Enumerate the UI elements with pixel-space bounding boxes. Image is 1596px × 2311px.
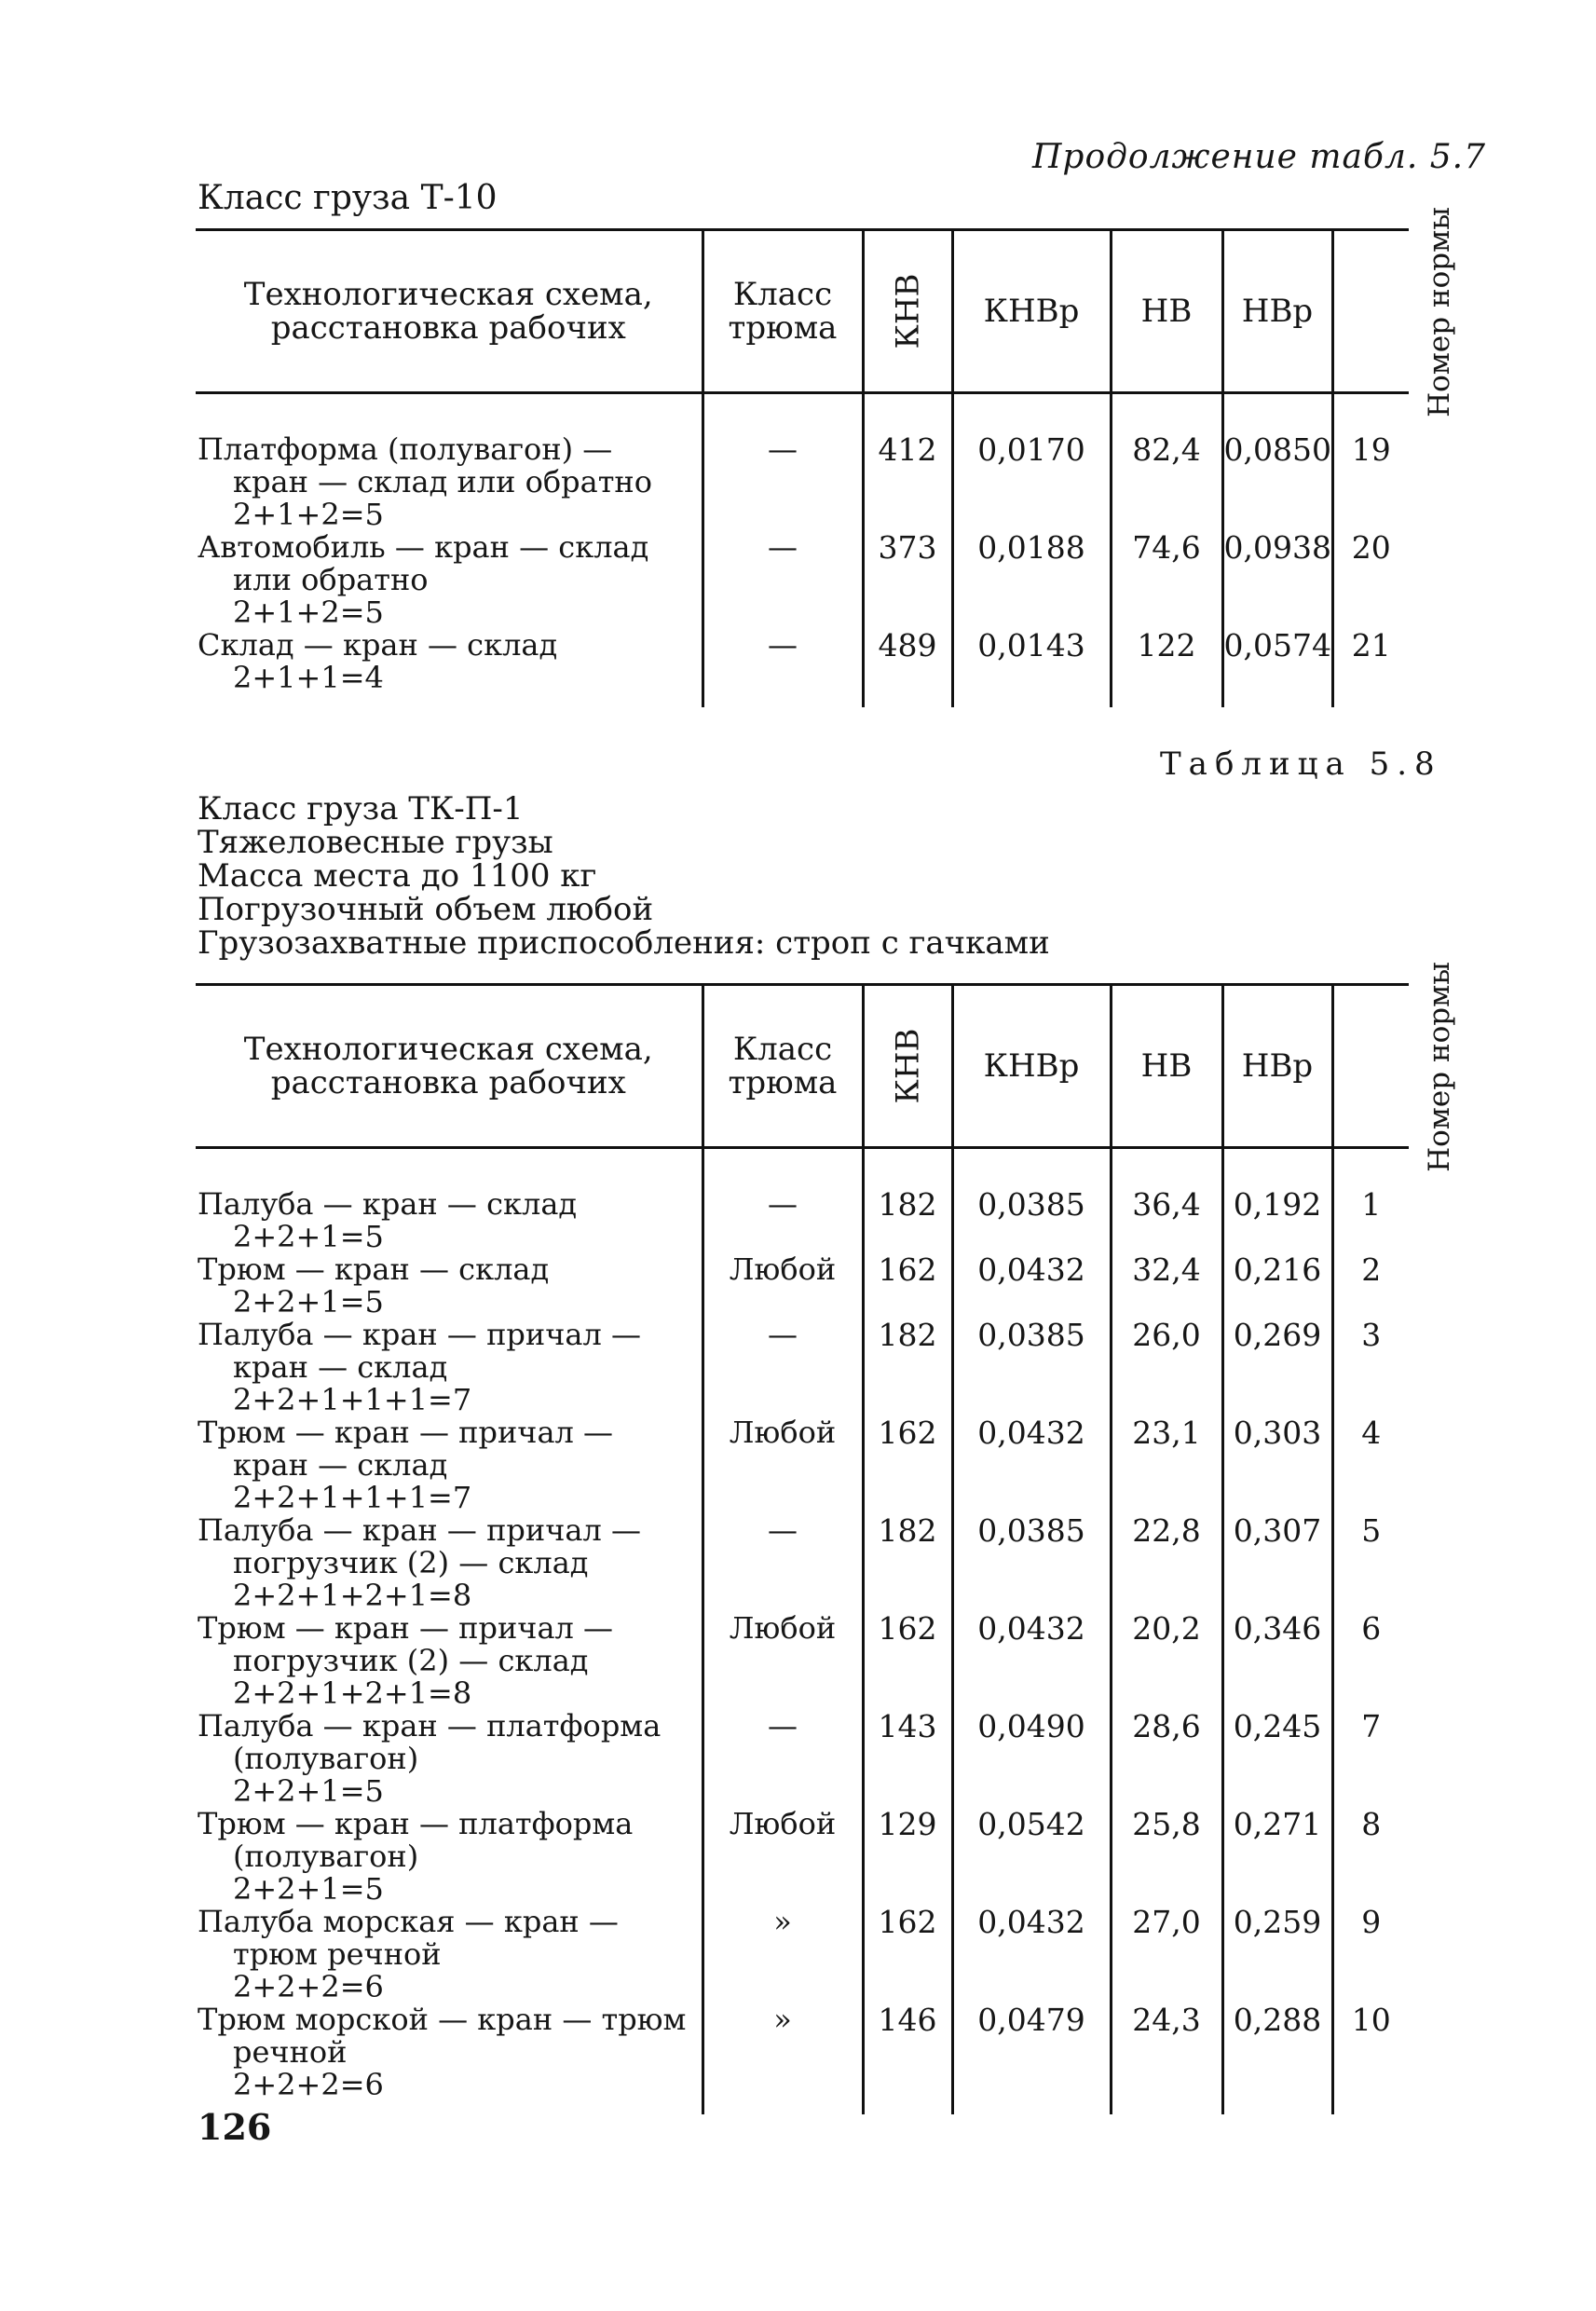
header-knv: КНВ — [863, 985, 952, 1148]
cell-norm: 9 — [1332, 1906, 1409, 2003]
cell-knv: 162 — [863, 1253, 952, 1319]
cell-scheme — [196, 1514, 703, 1612]
scheme-line: 2+2+1+1+1=7 — [233, 1382, 472, 1417]
cell-norm: 1 — [1332, 1148, 1409, 1254]
cell-knvr: 0,0432 — [952, 1416, 1111, 1514]
cell-scheme — [196, 1612, 703, 1710]
scheme-line: Палуба — кран — платформа — [198, 1708, 662, 1744]
scheme-line: Палуба морская — кран — — [198, 1904, 619, 1939]
cell-nvr: 0,192 — [1222, 1148, 1332, 1254]
scheme-line: Палуба — кран — причал — — [198, 1317, 641, 1352]
cell-scheme — [196, 629, 703, 707]
cell-knv: 489 — [863, 629, 952, 707]
cell-hold: — — [703, 393, 863, 532]
cell-knvr: 0,0432 — [952, 1906, 1111, 2003]
scheme-line: погрузчик (2) — склад — [233, 1545, 589, 1580]
cell-nv: 122 — [1111, 629, 1222, 707]
cell-hold: — — [703, 1319, 863, 1416]
table-row — [196, 1319, 1409, 1416]
cell-scheme — [196, 1148, 703, 1254]
scheme-line: 2+1+1=4 — [233, 660, 384, 695]
scheme-line: 2+2+1=5 — [233, 1871, 384, 1907]
page-number: 126 — [198, 2106, 272, 2148]
scheme-line: 2+2+2=6 — [233, 2067, 384, 2102]
cell-norm: 8 — [1332, 1808, 1409, 1906]
cell-scheme — [196, 393, 703, 532]
scheme-line: Палуба — кран — склад — [198, 1186, 578, 1222]
header-knvr: КНВр — [952, 985, 1111, 1148]
cell-nv: 26,0 — [1111, 1319, 1222, 1416]
header-knv: КНВ — [863, 230, 952, 393]
table-5-7-continuation — [196, 206, 1456, 707]
cell-scheme — [196, 1906, 703, 2003]
cell-scheme — [196, 2003, 703, 2114]
scheme-line: кран — склад или обратно — [233, 464, 652, 499]
scheme-line: Трюм — кран — платформа — [198, 1806, 634, 1841]
cell-nv: 20,2 — [1111, 1612, 1222, 1710]
cell-nv: 74,6 — [1111, 531, 1222, 629]
cell-hold: Любой — [703, 1808, 863, 1906]
cell-knvr: 0,0170 — [952, 393, 1111, 532]
cell-nvr: 0,245 — [1222, 1710, 1332, 1808]
cell-norm: 6 — [1332, 1612, 1409, 1710]
cell-nvr: 0,269 — [1222, 1319, 1332, 1416]
cell-knvr: 0,0432 — [952, 1612, 1111, 1710]
cell-knv: 129 — [863, 1808, 952, 1906]
scheme-line: 2+2+1+2+1=8 — [233, 1578, 472, 1613]
cell-nv: 25,8 — [1111, 1808, 1222, 1906]
header-row — [196, 230, 1409, 393]
cell-nv: 36,4 — [1111, 1148, 1222, 1254]
table-row — [196, 1416, 1409, 1514]
header-nvr: НВр — [1222, 230, 1332, 393]
header-knvr: КНВр — [952, 230, 1111, 393]
cell-norm: 2 — [1332, 1253, 1409, 1319]
scheme-line: (полувагон) — [233, 1741, 419, 1776]
scheme-line: 2+1+2=5 — [233, 497, 384, 532]
scheme-line: 2+2+1+2+1=8 — [233, 1675, 472, 1711]
cell-nvr: 0,303 — [1222, 1416, 1332, 1514]
meta-line: Тяжеловесные грузы — [198, 824, 553, 861]
cell-nv: 32,4 — [1111, 1253, 1222, 1319]
table-body — [196, 393, 1409, 708]
cell-scheme — [196, 1808, 703, 1906]
cell-knv: 146 — [863, 2003, 952, 2114]
cell-knvr: 0,0490 — [952, 1710, 1111, 1808]
header-scheme: Технологическая схема, расстановка рабочих — [196, 985, 703, 1148]
cell-nv: 24,3 — [1111, 2003, 1222, 2114]
cell-hold: — — [703, 1710, 863, 1808]
cell-norm: 21 — [1332, 629, 1409, 707]
scheme-line: 2+2+1=5 — [233, 1219, 384, 1254]
header-hold-class: Класс трюма — [703, 230, 863, 393]
table-5-8 — [196, 961, 1456, 2114]
scheme-line: (полувагон) — [233, 1839, 419, 1874]
cell-scheme — [196, 531, 703, 629]
scheme-line: 2+2+1=5 — [233, 1773, 384, 1809]
scheme-line: 2+2+2=6 — [233, 1969, 384, 2004]
cell-nvr: 0,271 — [1222, 1808, 1332, 1906]
table-row — [196, 1148, 1409, 1254]
table-row — [196, 1906, 1409, 2003]
cell-hold: » — [703, 2003, 863, 2114]
cell-norm: 3 — [1332, 1319, 1409, 1416]
scheme-line: 2+2+1=5 — [233, 1284, 384, 1320]
cell-knvr: 0,0385 — [952, 1319, 1111, 1416]
scheme-line: 2+2+1+1+1=7 — [233, 1480, 472, 1515]
cell-knvr: 0,0479 — [952, 2003, 1111, 2114]
cell-scheme — [196, 1416, 703, 1514]
cell-scheme — [196, 1253, 703, 1319]
scheme-line: Трюм — кран — причал — — [198, 1610, 614, 1646]
cell-knv: 182 — [863, 1148, 952, 1254]
cell-nvr: 0,288 — [1222, 2003, 1332, 2114]
header-row — [196, 985, 1409, 1148]
cell-knvr: 0,0143 — [952, 629, 1111, 707]
header-nv: НВ — [1111, 985, 1222, 1148]
table-body — [196, 1148, 1409, 2115]
cell-nvr: 0,0574 — [1222, 629, 1332, 707]
table-row — [196, 393, 1409, 532]
cell-knvr: 0,0188 — [952, 531, 1111, 629]
header-scheme: Технологическая схема, расстановка рабочих — [196, 230, 703, 393]
scheme-line: 2+1+2=5 — [233, 595, 384, 630]
cell-hold: Любой — [703, 1416, 863, 1514]
cell-scheme — [196, 1319, 703, 1416]
cell-nv: 28,6 — [1111, 1710, 1222, 1808]
scheme-line: кран — склад — [233, 1349, 448, 1385]
cell-knvr: 0,0542 — [952, 1808, 1111, 1906]
cell-knv: 182 — [863, 1514, 952, 1612]
scheme-line: кран — склад — [233, 1447, 448, 1483]
meta-line: Погрузочный объем любой — [198, 891, 654, 928]
table-row — [196, 629, 1409, 707]
cell-nvr: 0,0938 — [1222, 531, 1332, 629]
cell-hold: Любой — [703, 1253, 863, 1319]
scheme-line: Трюм — кран — причал — — [198, 1415, 614, 1450]
cell-knv: 182 — [863, 1319, 952, 1416]
cell-knv: 162 — [863, 1906, 952, 2003]
meta-line: Грузозахватные приспособления: строп с гачками — [198, 924, 1050, 962]
cell-scheme — [196, 1710, 703, 1808]
scheme-line: Автомобиль — кран — склад — [198, 529, 649, 565]
cargo-meta — [198, 792, 1050, 960]
cell-hold: Любой — [703, 1612, 863, 1710]
table-5-8-title: Таблица 5.8 — [1160, 745, 1442, 783]
cell-nv: 27,0 — [1111, 1906, 1222, 2003]
cell-nvr: 0,259 — [1222, 1906, 1332, 2003]
header-hold-class: Класс трюма — [703, 985, 863, 1148]
cell-knv: 143 — [863, 1710, 952, 1808]
cell-hold: » — [703, 1906, 863, 2003]
cell-nvr: 0,216 — [1222, 1253, 1332, 1319]
scheme-line: речной — [233, 2034, 348, 2070]
cell-nvr: 0,307 — [1222, 1514, 1332, 1612]
scheme-line: Трюм — кран — склад — [198, 1251, 550, 1287]
table-row — [196, 1514, 1409, 1612]
cell-nv: 82,4 — [1111, 393, 1222, 532]
cell-nvr: 0,346 — [1222, 1612, 1332, 1710]
scheme-line: погрузчик (2) — склад — [233, 1643, 589, 1678]
cell-norm: 5 — [1332, 1514, 1409, 1612]
cell-knvr: 0,0432 — [952, 1253, 1111, 1319]
header-norm-number: Номер нормы — [1332, 985, 1409, 1148]
cell-knv: 412 — [863, 393, 952, 532]
continuation-caption: Продолжение табл. 5.7 — [1032, 138, 1487, 176]
header-nv: НВ — [1111, 230, 1222, 393]
cell-nv: 23,1 — [1111, 1416, 1222, 1514]
meta-line: Класс груза ТК-П-1 — [198, 790, 524, 827]
scheme-line: Палуба — кран — причал — — [198, 1512, 641, 1548]
cell-norm: 20 — [1332, 531, 1409, 629]
table-row — [196, 2003, 1409, 2114]
scheme-line: или обратно — [233, 562, 429, 597]
meta-line: Масса места до 1100 кг — [198, 857, 597, 895]
scheme-line: Платформа (полувагон) — — [198, 431, 613, 467]
header-norm-number: Номер нормы — [1332, 230, 1409, 393]
table-row — [196, 1808, 1409, 1906]
scheme-line: Склад — кран — склад — [198, 627, 558, 663]
cell-norm: 7 — [1332, 1710, 1409, 1808]
cell-knvr: 0,0385 — [952, 1514, 1111, 1612]
cell-nvr: 0,0850 — [1222, 393, 1332, 532]
cell-norm: 4 — [1332, 1416, 1409, 1514]
cell-hold: — — [703, 531, 863, 629]
cell-hold: — — [703, 1148, 863, 1254]
cell-knvr: 0,0385 — [952, 1148, 1111, 1254]
table-row — [196, 1612, 1409, 1710]
cell-knv: 162 — [863, 1612, 952, 1710]
cell-knv: 162 — [863, 1416, 952, 1514]
cargo-class-t10: Класс груза Т-10 — [198, 179, 498, 217]
cell-hold: — — [703, 629, 863, 707]
header-nvr: НВр — [1222, 985, 1332, 1148]
cell-knv: 373 — [863, 531, 952, 629]
table-row — [196, 1253, 1409, 1319]
cell-norm: 10 — [1332, 2003, 1409, 2114]
cell-norm: 19 — [1332, 393, 1409, 532]
table-row — [196, 1710, 1409, 1808]
table-row — [196, 531, 1409, 629]
cell-hold: — — [703, 1514, 863, 1612]
scheme-line: Трюм морской — кран — трюм — [198, 2002, 687, 2037]
cell-nv: 22,8 — [1111, 1514, 1222, 1612]
scheme-line: трюм речной — [233, 1936, 442, 1972]
